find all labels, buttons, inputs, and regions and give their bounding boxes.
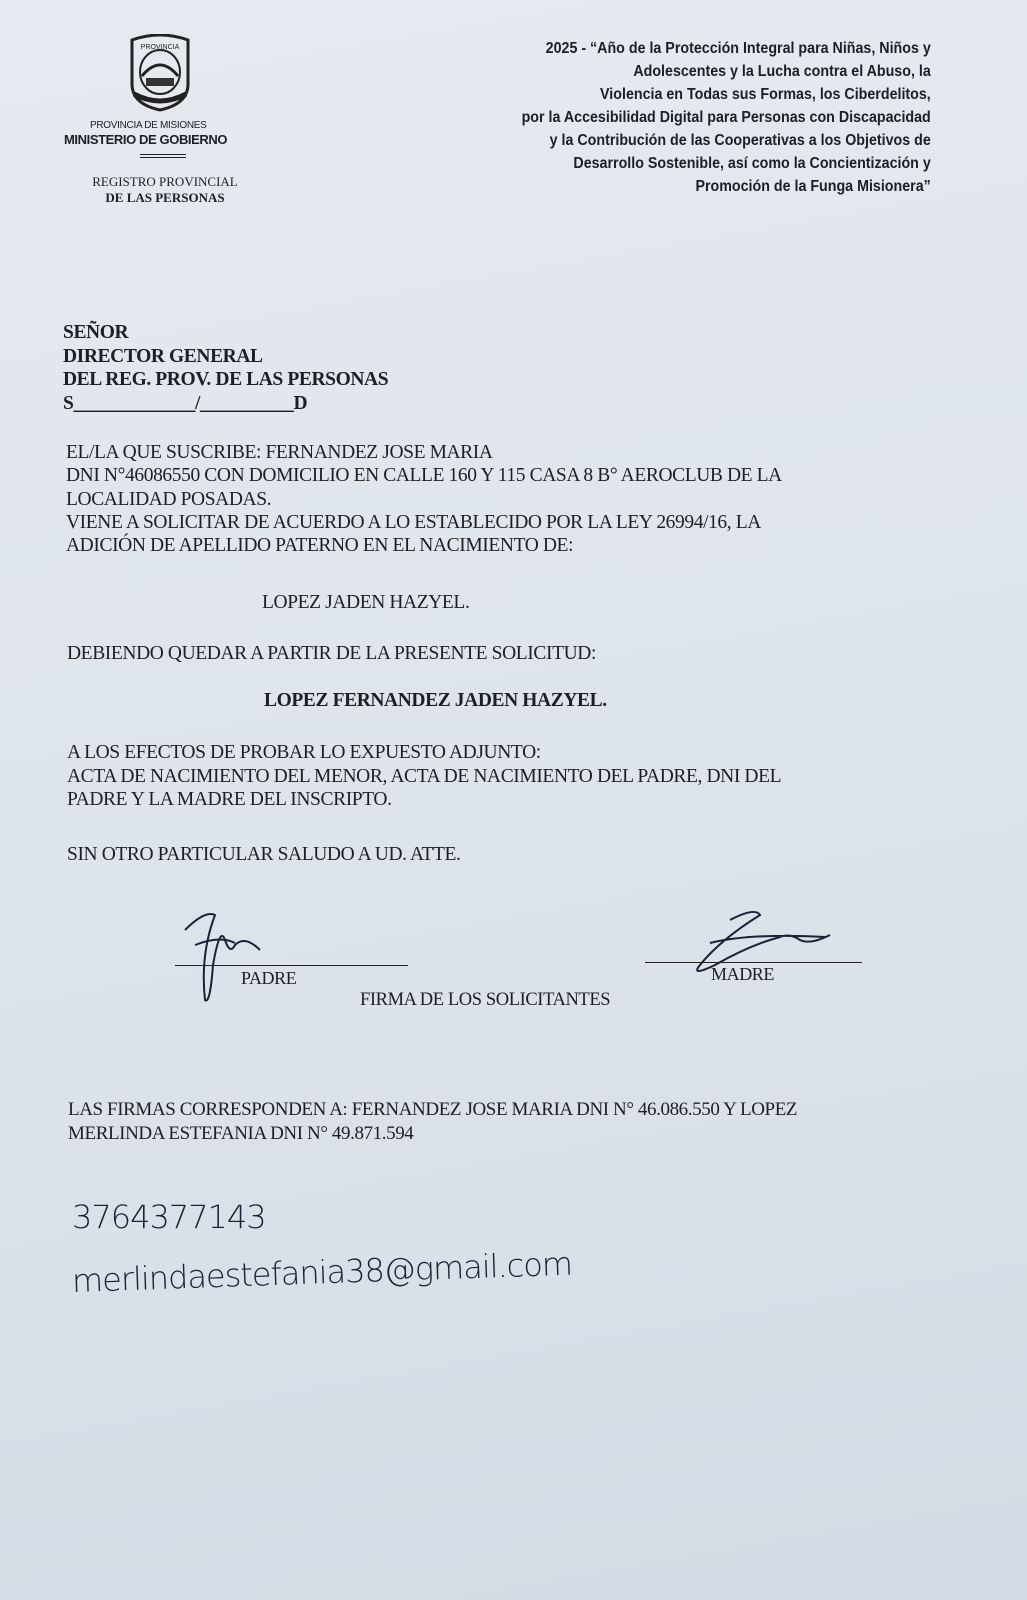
divider xyxy=(140,154,186,158)
current-name: LOPEZ JADEN HAZYEL. xyxy=(262,592,470,613)
father-signature xyxy=(175,905,275,1015)
registry-label xyxy=(70,174,260,206)
svg-text:PROVINCIA: PROVINCIA xyxy=(140,44,180,51)
mother-label: MADRE xyxy=(711,964,775,984)
handwritten-phone: 3764377143 xyxy=(72,1198,266,1236)
addressee xyxy=(63,321,388,415)
signatures-caption: FIRMA DE LOS SOLICITANTES xyxy=(360,990,611,1010)
resulting-paragraph: DEBIENDO QUEDAR A PARTIR DE LA PRESENTE SOLICITUD: xyxy=(67,643,596,664)
addressee-line: S_____________/__________D xyxy=(63,392,308,414)
year-motto xyxy=(522,37,931,198)
body-line: PADRE Y LA MADRE DEL INSCRIPTO. xyxy=(67,789,392,810)
body-line: LOCALIDAD POSADAS. xyxy=(66,488,272,510)
motto-line: 2025 - “Año de la Protección Integral para Niñas, Niños y xyxy=(545,40,931,57)
request-paragraph xyxy=(66,441,782,557)
body-line: ACTA DE NACIMIENTO DEL MENOR, ACTA DE NACIMIENTO DEL PADRE, DNI DEL xyxy=(67,765,782,787)
body-line: A LOS EFECTOS DE PROBAR LO EXPUESTO ADJUNTO: xyxy=(67,742,541,763)
mother-signature-line xyxy=(645,962,862,963)
closing: SIN OTRO PARTICULAR SALUDO A UD. ATTE. xyxy=(67,844,461,865)
motto-line: por la Accesibilidad Digital para Personas con Discapacidad xyxy=(521,109,931,126)
motto-line: Desarrollo Sostenible, así como la Concientización y xyxy=(573,155,931,172)
province-label: PROVINCIA DE MISIONES xyxy=(90,120,207,131)
addressee-line: DIRECTOR GENERAL xyxy=(63,345,263,367)
province-seal-logo xyxy=(122,34,198,112)
new-name: LOPEZ FERNANDEZ JADEN HAZYEL. xyxy=(264,690,607,711)
motto-line: Promoción de la Funga Misionera” xyxy=(695,178,931,195)
motto-line: y la Contribución de las Cooperativas a los Objetivos de xyxy=(549,132,931,149)
signers-statement xyxy=(68,1098,797,1146)
body-line: EL/LA QUE SUSCRIBE: FERNANDEZ JOSE MARIA xyxy=(66,442,493,463)
handwritten-email: merlindaestefania38@gmail.com xyxy=(71,1244,573,1300)
attachments-paragraph xyxy=(67,741,781,812)
footer-line: LAS FIRMAS CORRESPONDEN A: FERNANDEZ JOSE MARIA DNI N° 46.086.550 Y LOPEZ xyxy=(68,1099,798,1120)
addressee-line: SEÑOR xyxy=(63,322,129,343)
motto-line: Adolescentes y la Lucha contra el Abuso, la xyxy=(633,63,931,80)
body-line: ADICIÓN DE APELLIDO PATERNO EN EL NACIMIENTO DE: xyxy=(66,535,574,557)
addressee-line: DEL REG. PROV. DE LAS PERSONAS xyxy=(63,369,389,390)
father-label: PADRE xyxy=(241,968,297,988)
body-line: VIENE A SOLICITAR DE ACUERDO A LO ESTABLECIDO POR LA LEY 26994/16, LA xyxy=(66,511,761,533)
body-line: DNI N°46086550 CON DOMICILIO EN CALLE 160 Y 115 CASA 8 B° AEROCLUB DE LA xyxy=(66,465,782,487)
registry-line2: DE LAS PERSONAS xyxy=(105,190,225,205)
footer-line: MERLINDA ESTEFANIA DNI N° 49.871.594 xyxy=(68,1123,414,1144)
motto-line: Violencia en Todas sus Formas, los Ciberdelitos, xyxy=(600,86,931,103)
father-signature-line xyxy=(175,965,408,966)
ministry-label: MINISTERIO DE GOBIERNO xyxy=(64,132,228,147)
registry-line1: REGISTRO PROVINCIAL xyxy=(92,174,238,189)
